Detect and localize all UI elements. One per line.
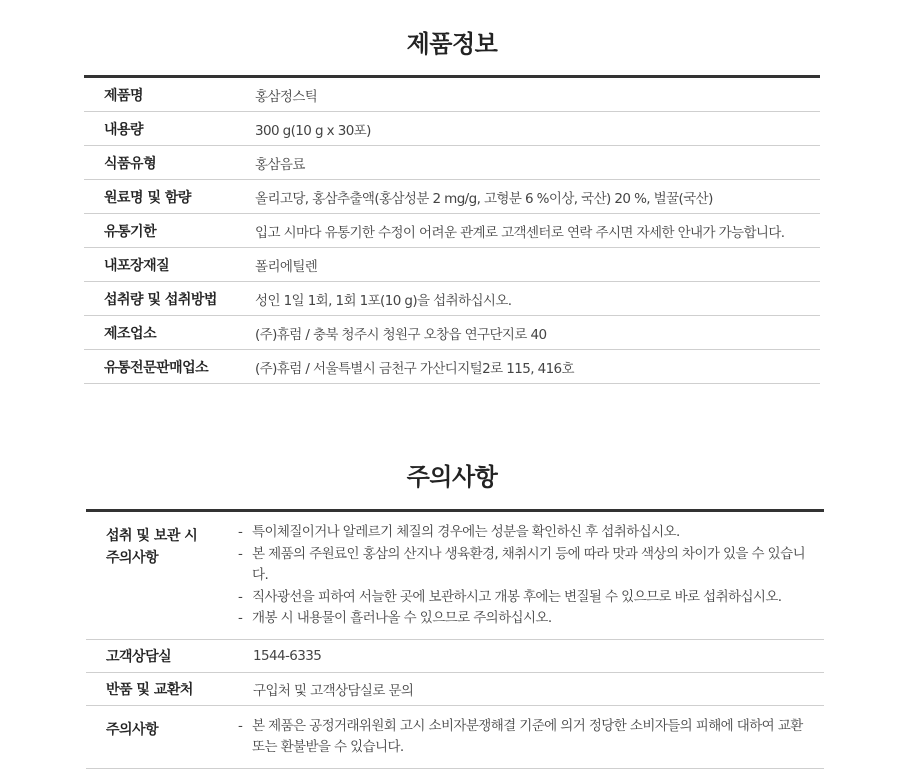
row-value: 폴리에틸렌 [255, 258, 318, 275]
table-row [84, 78, 820, 112]
product-info-table [84, 75, 820, 384]
row-label: 반품 및 교환처 [106, 681, 193, 698]
precautions-table [86, 509, 824, 769]
row-label-line: 섭취 및 보관 시 [106, 528, 198, 544]
row-label: 내포장재질 [104, 257, 170, 274]
storage-precaution-list [238, 512, 818, 639]
row-label: 원료명 및 함량 [104, 189, 191, 206]
row-value: 성인 1일 1회, 1회 1포(10 g)을 섭취하십시오. [255, 292, 512, 309]
row-label: 제품명 [104, 87, 144, 104]
notice-list [238, 706, 818, 768]
row-label: 섭취량 및 섭취방법 [104, 291, 217, 308]
row-label: 내용량 [104, 121, 144, 138]
row-value: 홍삼음료 [255, 156, 305, 173]
row-value: 구입처 및 고객상담실로 문의 [253, 682, 414, 699]
row-label: 식품유형 [104, 155, 157, 172]
row-value: (주)휴럼 / 충북 청주시 청원구 오창읍 연구단지로 40 [255, 326, 547, 343]
row-label: 제조업소 [104, 325, 157, 342]
table-row [84, 146, 820, 180]
list-item: - 직사광선을 피하여 서늘한 곳에 보관하시고 개봉 후에는 변질될 수 있으므로 바로 섭취하십시오. [238, 587, 818, 609]
list-item: - 본 제품은 공정거래위원회 고시 소비자분쟁해결 기준에 의거 정당한 소비자들의 피해에 대하여 교환 또는 환불받을 수 있습니다. [238, 716, 818, 759]
table-row [84, 248, 820, 282]
list-item: - 특이체질이거나 알레르기 체질의 경우에는 성분을 확인하신 후 섭취하십시오. [238, 522, 818, 544]
row-label [86, 512, 238, 639]
table-row [84, 112, 820, 146]
table-row [86, 706, 824, 769]
row-label: 주의사항 [106, 721, 159, 738]
table-row [86, 673, 824, 706]
table-row [84, 180, 820, 214]
row-value: 1544-6335 [253, 647, 322, 664]
table-row [84, 214, 820, 248]
row-value: 홍삼정스틱 [255, 88, 318, 105]
product-info-title: 제품정보 [406, 30, 498, 58]
table-row [86, 512, 824, 640]
table-row [84, 282, 820, 316]
row-value: (주)휴럼 / 서울특별시 금천구 가산디지털2로 115, 416호 [255, 360, 574, 377]
row-value: 올리고당, 홍삼추출액(홍삼성분 2 mg/g, 고형분 6 %이상, 국산) 20 %, 벌꿀(국산) [255, 190, 713, 207]
table-row [84, 316, 820, 350]
table-row [86, 640, 824, 673]
row-label: 고객상담실 [106, 648, 172, 665]
row-value [238, 512, 818, 639]
precautions-title: 주의사항 [406, 463, 498, 491]
list-item: - 본 제품의 주원료인 홍삼의 산지나 생육환경, 채취시기 등에 따라 맛과 색상의 차이가 있을 수 있습니다. [238, 544, 818, 587]
row-value [238, 706, 818, 768]
row-label: 유통전문판매업소 [104, 359, 209, 376]
list-item: - 개봉 시 내용물이 흘러나올 수 있으므로 주의하십시오. [238, 608, 818, 630]
row-label-line: 주의사항 [106, 550, 159, 566]
table-row [84, 350, 820, 384]
row-value: 300 g(10 g x 30포) [255, 122, 371, 139]
row-value: 입고 시마다 유통기한 수정이 어려운 관계로 고객센터로 연락 주시면 자세한 안내가 가능합니다. [255, 224, 785, 241]
row-label: 유통기한 [104, 223, 157, 240]
